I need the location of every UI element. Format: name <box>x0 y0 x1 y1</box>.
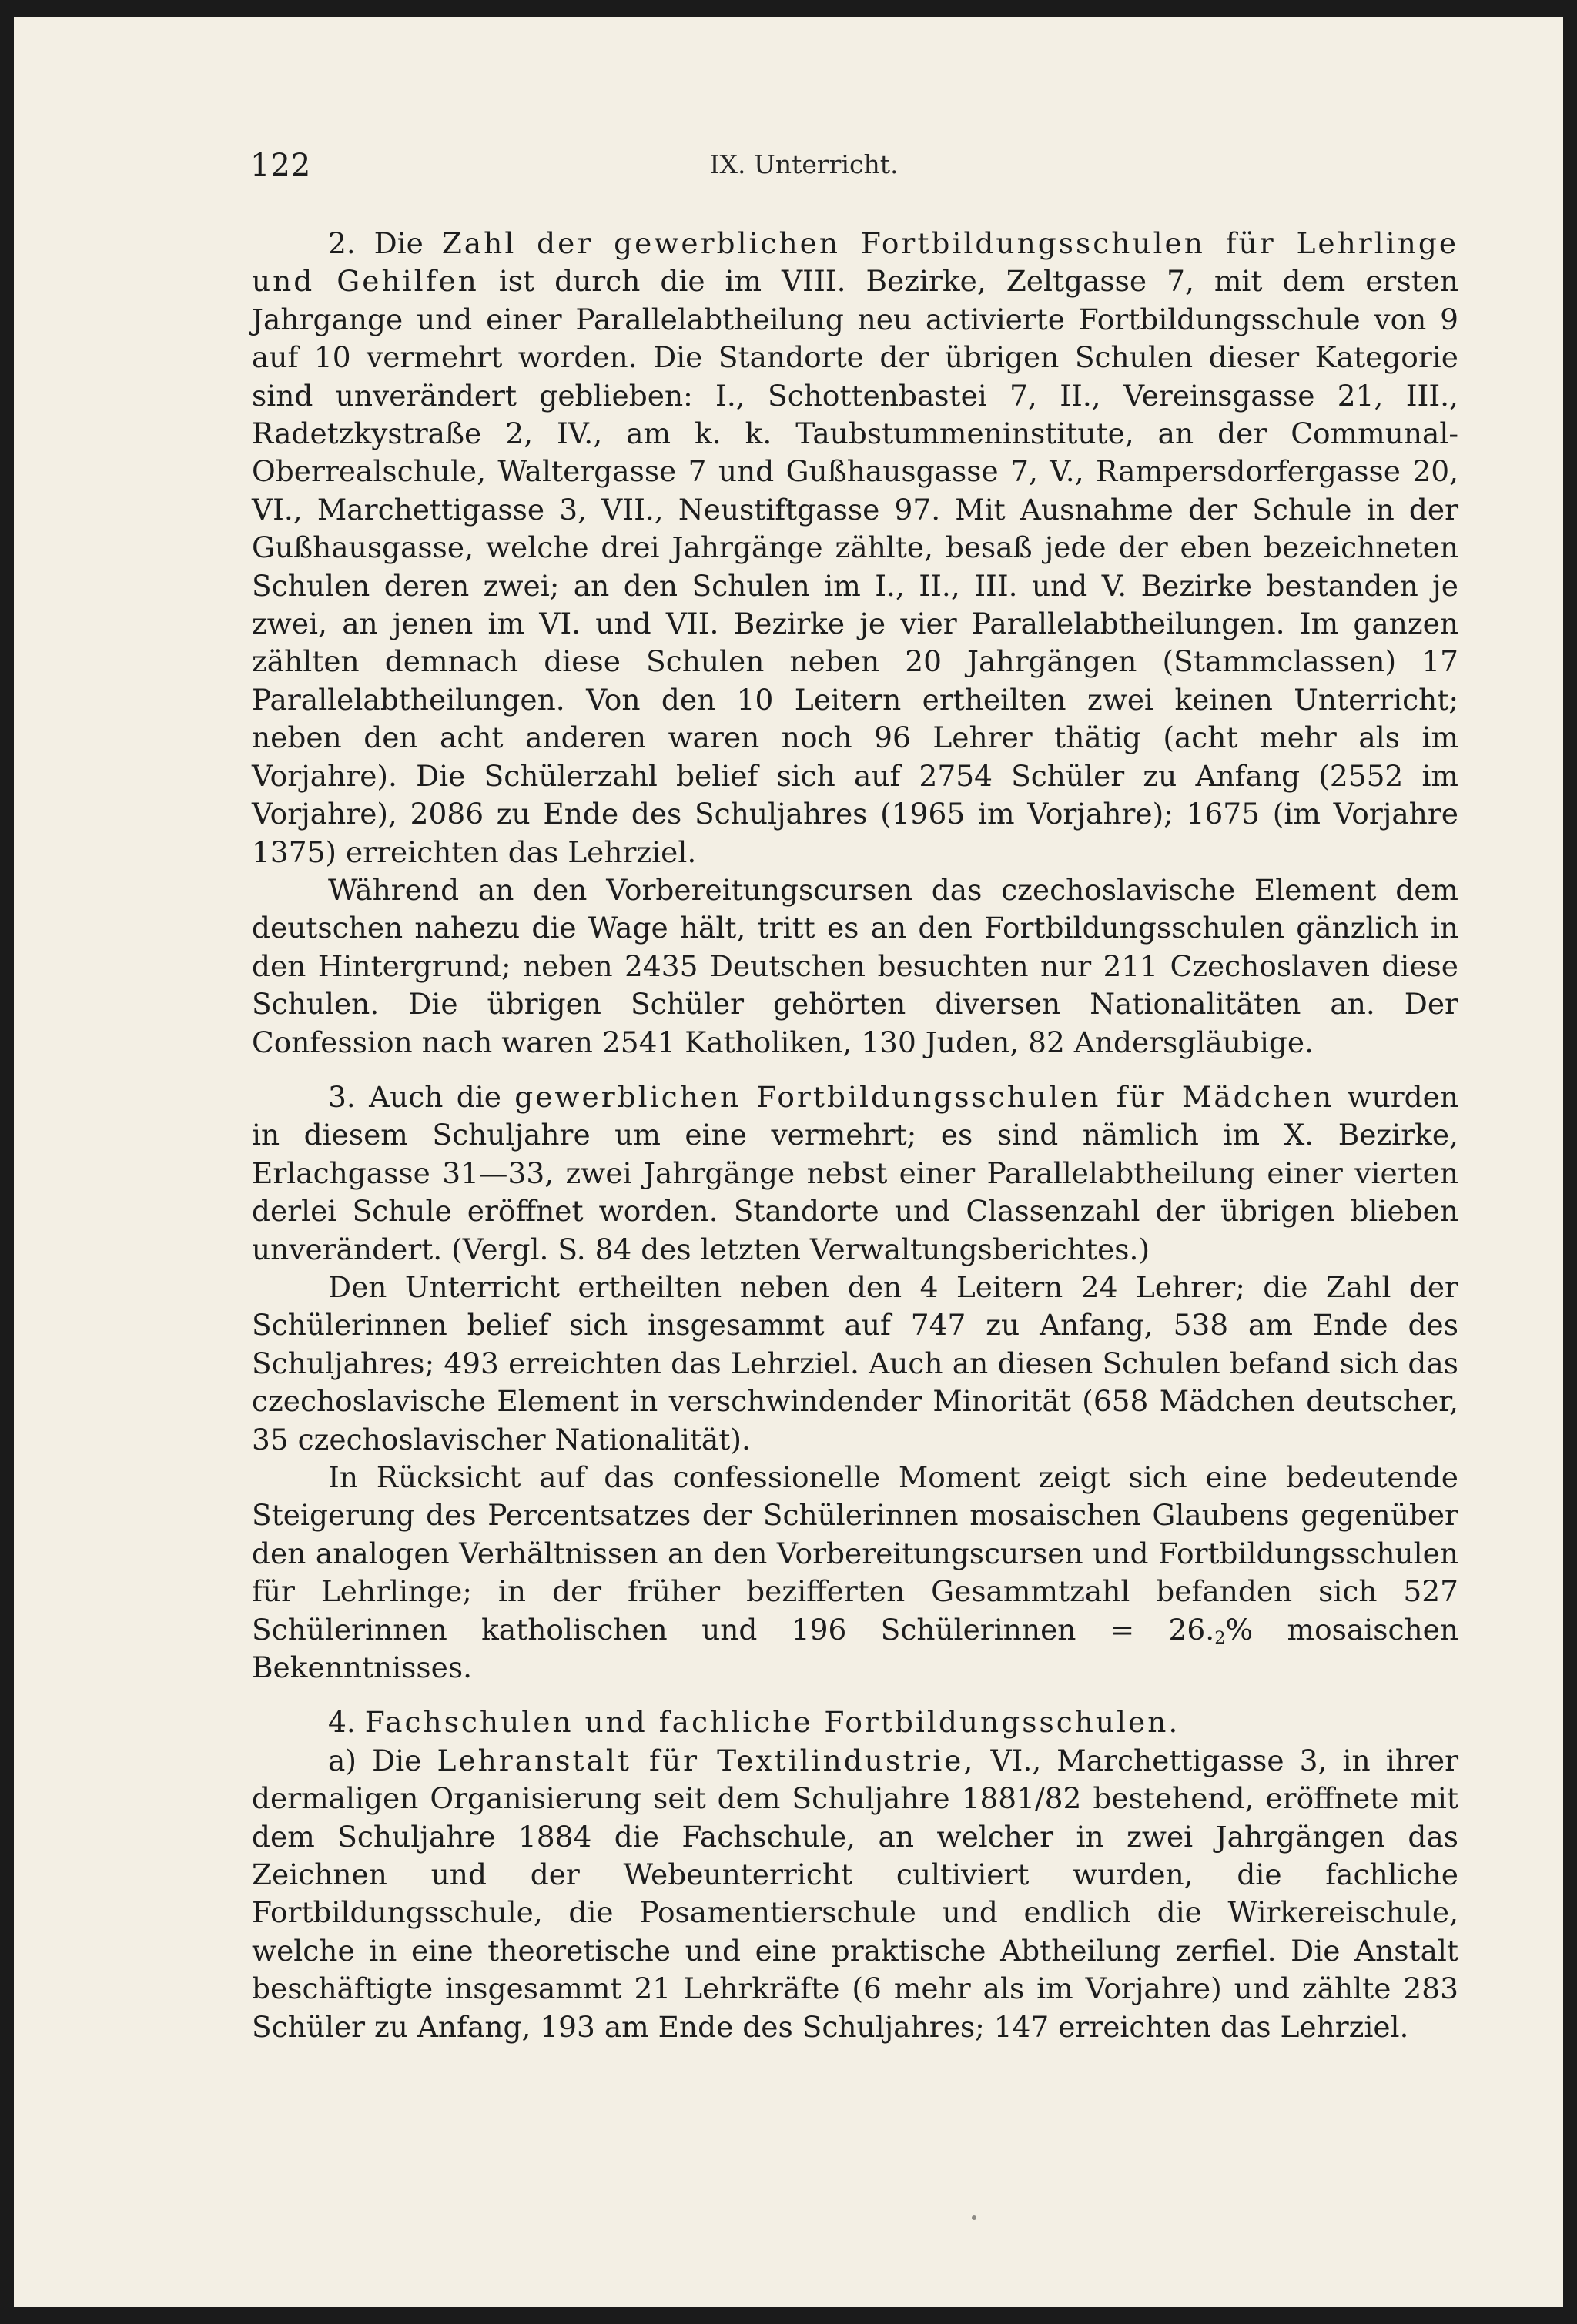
document-page <box>14 17 1563 2307</box>
section-2-body: ist durch die im VIII. Bezirke, Zeltgasse 7, mit dem ersten Jahrgange und einer Parallelabtheilung neu activierte Fortbildungsschule von 9 auf 10 vermehrt worden. Die Standorte der übrigen Schulen dieser Kategorie sind unverändert geblieben: I., Schottenbastei 7, II., Vereinsgasse 21, III., Radetzkystraße 2, IV., am k. k. Taubstummeninstitute, an der Communal-Oberrealschule, Waltergasse 7 und Gußhausgasse 7, V., Rampersdorfergasse 20, VI., Marchettigasse 3, VII., Neustiftgasse 97. Mit Ausnahme der Schule in der Gußhausgasse, welche drei Jahrgänge zählte, besaß jede der eben bezeichneten Schulen deren zwei; an den Schulen im I., II., III. und V. Bezirke bestanden je zwei, an jenen im VI. und VII. Bezirke je vier Parallelabtheilungen. Im ganzen zählten demnach diese Schulen neben 20 Jahrgängen (Stammclassen) 17 Parallelabtheilungen. Von den 10 Leitern ertheilten zwei keinen Unterricht; neben den acht anderen waren noch 96 Lehrer thätig (acht mehr als im Vorjahre). Die Schülerzahl belief sich auf 2754 Schüler zu Anfang (2552 im Vorjahre), 2086 zu Ende des Schuljahres (1965 im Vorjahre); 1675 (im Vorjahre 1375) erreichten das Lehrziel. <box>252 264 1458 869</box>
section-4a-lead: a) Die <box>328 1743 422 1777</box>
section-3-body: wurden in diesem Schuljahre um eine vermehrt; es sind nämlich im X. Bezirke, Erlachgasse 31—33, zwei Jahrgänge nebst einer Parallelabtheilung einer vierten derlei Schule eröffnet worden. Standorte und Classenzahl der übrigen blieben unverändert. (Vergl. S. 84 des letzten Verwaltungsberichtes.) <box>252 1079 1459 1266</box>
paragraph-section-3 <box>252 1078 1458 1269</box>
body-text <box>252 225 1458 2046</box>
paragraph-section-3-confession <box>252 1459 1458 1687</box>
paragraph-section-2-nationality: Während an den Vorbereitungscursen das czechoslavische Element dem deutschen nahezu die Wage hält, tritt es an den Fortbildungsschulen gänzlich in den Hintergrund; neben 2435 Deutschen besuchten nur 211 Czechoslaven diese Schulen. Die übrigen Schüler gehörten diversen Nationalitäten an. Der Confession nach waren 2541 Katholiken, 130 Juden, 82 Andersgläubige. <box>252 872 1458 1059</box>
paper-speck <box>972 2215 976 2220</box>
section-4a-body: VI., Marchettigasse 3, in ihrer dermaligen Organisierung seit dem Schuljahre 1881/82 bestehend, eröffnete mit dem Schuljahre 1884 die Fachschule, an welcher in zwei Jahrgängen das Zeichnen und der Webeunterricht cultiviert wurden, die fachliche Fortbildungsschule, die Posamentierschule und endlich die Wirkereischule, welche in eine theoretische und eine praktische Abtheilung zerfiel. Die Anstalt beschäftigte insgesammt 21 Lehrkräfte (6 mehr als im Vorjahre) und zählte 283 Schüler zu Anfang, 193 am Ende des Schuljahres; 147 erreichten das Lehrziel. <box>252 1743 1459 2044</box>
section-2-title: Zahl der gewerblichen Fortbildungsschulen für Lehrlinge und Gehilfen <box>252 226 1459 299</box>
paragraph-section-2 <box>252 225 1458 871</box>
percent-subscript: 2 <box>1214 1627 1226 1648</box>
section-3-confession-text: In Rücksicht auf das confessionelle Moment zeigt sich eine bedeutende Steigerung des Percentsatzes der Schülerinnen mosaischen Glaubens gegenüber den analogen Verhältnissen an den Vorbereitungscursen und Fortbildungsschulen für Lehrlinge; in der früher bezifferten Gesammtzahl befanden sich 527 Schülerinnen katholischen und 196 Schülerinnen = 26. <box>252 1460 1458 1647</box>
page-header <box>14 17 1563 140</box>
page-number: 122 <box>250 148 312 183</box>
section-3-confession-end: % mosaischen Bekenntnisses. <box>252 1612 1458 1685</box>
section-2-lead: 2. Die <box>328 226 424 260</box>
section-3-lead: 3. Auch die <box>328 1079 501 1114</box>
running-title: IX. Unterricht. <box>709 149 899 179</box>
section-4-number: 4. <box>328 1705 356 1740</box>
paragraph-section-4a <box>252 1742 1458 2046</box>
paragraph-gap <box>252 1687 1458 1704</box>
section-4-heading <box>252 1704 1458 1741</box>
section-3-title: gewerblichen Fortbildungsschulen für Mädchen <box>514 1079 1334 1114</box>
section-4-title: Fachschulen und fachliche Fortbildungsschulen. <box>364 1705 1180 1740</box>
paragraph-gap <box>252 1062 1458 1078</box>
paragraph-section-3-teachers: Den Unterricht ertheilten neben den 4 Leitern 24 Lehrer; die Zahl der Schülerinnen belief sich insgesammt auf 747 zu Anfang, 538 am Ende des Schuljahres; 493 erreichten das Lehrziel. Auch an diesen Schulen befand sich das czechoslavische Element in verschwindender Minorität (658 Mädchen deutscher, 35 czechoslavischer Nationalität). <box>252 1269 1458 1456</box>
section-4a-title: Lehranstalt für Textilindustrie, <box>437 1743 976 1777</box>
